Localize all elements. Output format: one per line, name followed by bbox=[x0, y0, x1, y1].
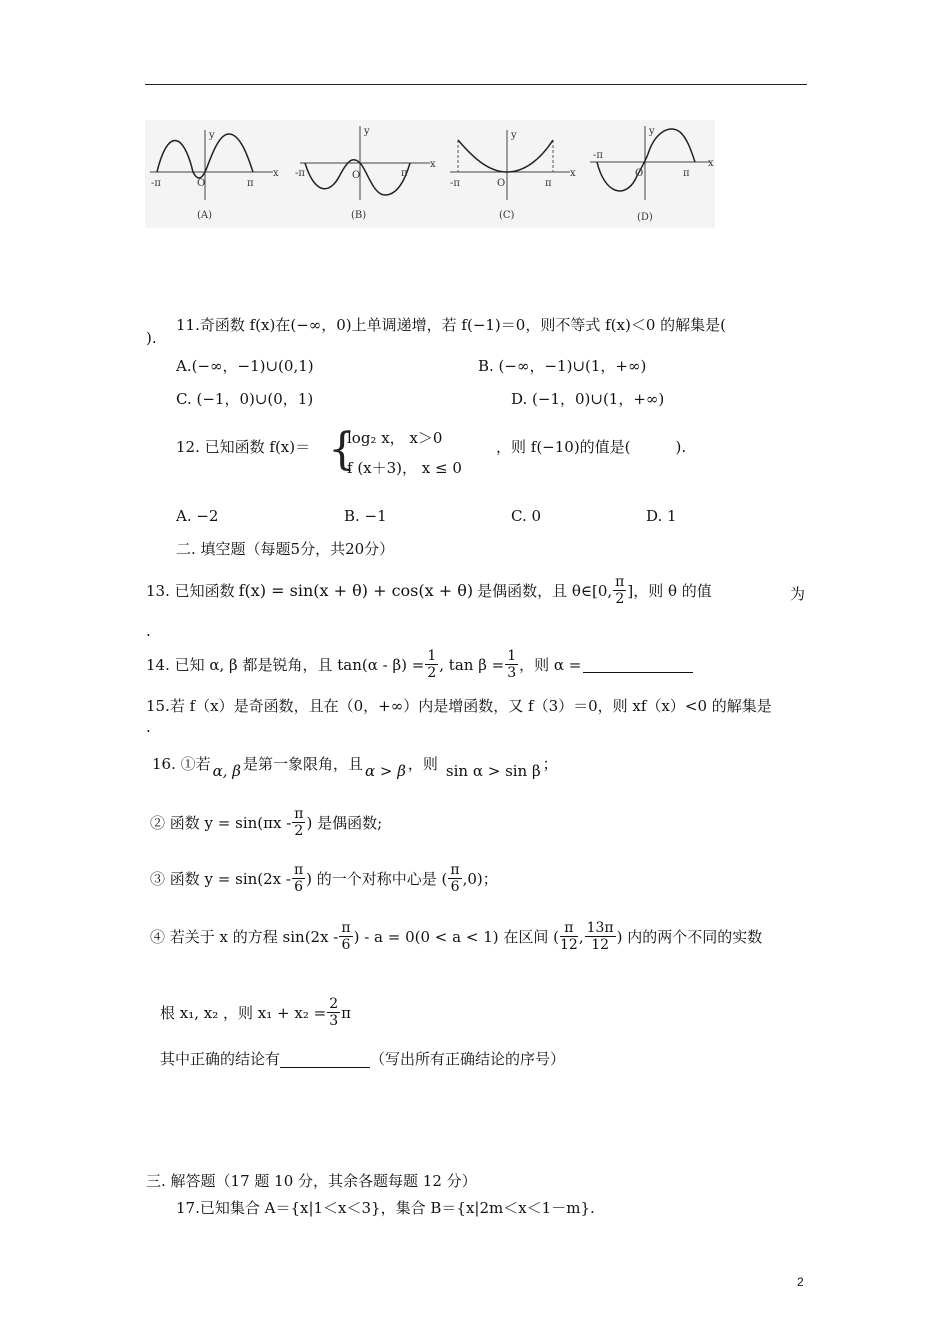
q16-s4-fraction-1: $\frac{\pi}{6}$ bbox=[341, 920, 351, 953]
q14-fraction-1: $\frac{1}{2}$ bbox=[427, 648, 437, 681]
header-rule bbox=[145, 84, 807, 85]
q16-s1-mid: 是第一象限角，且 bbox=[242, 755, 363, 773]
graph-c-neg-pi: -π bbox=[450, 178, 460, 189]
q16-s1-then: ，则 bbox=[407, 755, 438, 773]
q14-end: ，则 α = bbox=[519, 655, 582, 674]
q16-s5-suffix: π bbox=[341, 1003, 351, 1022]
graph-d-x-label: x bbox=[708, 158, 714, 169]
q16-s5-fraction: $\frac{2}{3}$ bbox=[329, 996, 339, 1029]
q16-statement-1 bbox=[152, 748, 558, 780]
q16-s1-inequality: α > β bbox=[364, 762, 406, 780]
q16-s4-fraction-3: $\frac{13\pi}{12}$ bbox=[586, 920, 614, 953]
section-2-heading: 二. 填空题（每题5分，共20分） bbox=[176, 540, 395, 558]
q16-answer-prefix: 其中正确的结论有 bbox=[160, 1050, 281, 1068]
graph-c-origin: O bbox=[497, 178, 506, 189]
graph-a-pi: π bbox=[247, 178, 254, 189]
graph-a-neg-pi: -π bbox=[151, 178, 161, 189]
graph-b-origin: O bbox=[352, 170, 361, 181]
q16-s4-mid: ) - a = 0(0 < a < 1) 在区间 ( bbox=[353, 927, 559, 946]
q16-statement-4: ④ 若关于 x 的方程 sin(2x - $\frac{\pi}{6}$ ) - a = 0(0 < a < 1) 在区间 ( $\frac{\pi}{12}$ , $\frac{13\pi}{12}$ ) 内的两个不同的实数 bbox=[150, 920, 763, 953]
q13-dot: . bbox=[146, 622, 151, 640]
q16-s4-prefix: ④ 若关于 x 的方程 sin(2x - bbox=[150, 927, 339, 946]
q12-option-c: C. 0 bbox=[511, 507, 542, 525]
graph-d-origin: O bbox=[635, 168, 644, 179]
q16-s2-fraction: $\frac{\pi}{2}$ bbox=[294, 806, 304, 839]
q11-option-d: D. (−1，0)∪(1，+∞) bbox=[511, 390, 665, 408]
q16-s5-prefix: 根 x₁, x₂ ，则 x₁ + x₂ = bbox=[160, 1003, 327, 1022]
q16-statement-4-cont bbox=[160, 996, 351, 1029]
graph-b-x-label: x bbox=[430, 159, 436, 170]
q13-mid: 是偶函数，且 θ∈[0, bbox=[477, 581, 613, 600]
q16-answer-line bbox=[160, 1050, 565, 1068]
q12-brace: { bbox=[328, 424, 356, 475]
graph-c-pi: π bbox=[545, 178, 552, 189]
q12-suffix: ，则 f(−10)的值是( ). bbox=[496, 438, 687, 456]
q16-s1-conclusion: sin α > sin β bbox=[445, 762, 541, 780]
q13-fraction: $\frac{\pi}{2}$ bbox=[615, 574, 625, 607]
q12-prefix: 12. 已知函数 f(x)＝ bbox=[176, 438, 311, 456]
q16-s2-suffix: ) 是偶函数; bbox=[306, 813, 383, 832]
q16-s1-prefix: 16. ①若 bbox=[152, 755, 211, 773]
graph-d-y-label: y bbox=[649, 126, 655, 137]
graph-c-caption: (C) bbox=[499, 210, 515, 221]
q16-s3-prefix: ③ 函数 y = sin(2x - bbox=[150, 869, 291, 888]
graph-a-caption: (A) bbox=[197, 210, 213, 221]
q16-statement-3 bbox=[150, 862, 498, 895]
section-3-heading: 三. 解答题（17 题 10 分，其余各题每题 12 分） bbox=[146, 1172, 477, 1190]
graph-b-pi: π bbox=[401, 168, 408, 179]
q16-s1-angles: α, β bbox=[212, 762, 241, 780]
q15-dot: . bbox=[146, 718, 151, 736]
q12-case-1: log₂ x， x＞0 bbox=[347, 429, 443, 447]
q12-option-b: B. −1 bbox=[344, 507, 387, 525]
graph-a-origin: O bbox=[197, 178, 206, 189]
graph-d-caption: (D) bbox=[637, 212, 653, 223]
q15-text: 15.若 f（x）是奇函数，且在（0，+∞）内是增函数，又 f（3）＝0，则 xf（x）<0 的解集是 bbox=[146, 697, 772, 715]
q11-stem: 11.奇函数 f(x)在(−∞，0)上单调递增，若 f(−1)＝0，则不等式 f(x)＜0 的解集是( bbox=[176, 316, 726, 334]
q14-fraction-2: $\frac{1}{3}$ bbox=[507, 648, 517, 681]
q16-answer-blank[interactable] bbox=[280, 1051, 370, 1068]
graph-d-pi: π bbox=[683, 168, 690, 179]
q16-s4-suffix: ) 内的两个不同的实数 bbox=[616, 927, 763, 946]
graph-c-y-label: y bbox=[511, 130, 517, 141]
q13-expression: f(x) = sin(x + θ) + cos(x + θ) bbox=[238, 580, 474, 600]
q12-option-d: D. 1 bbox=[646, 507, 677, 525]
q14-prefix: 14. 已知 α, β 都是锐角，且 tan(α - β) = bbox=[146, 655, 425, 674]
graph-c-x-label: x bbox=[570, 168, 576, 179]
graph-a-x-label: x bbox=[273, 168, 279, 179]
graph-d-neg-pi: -π bbox=[593, 150, 603, 161]
q16-s3-suffix: ,0)； bbox=[462, 869, 498, 888]
q13-prefix: 13. 已知函数 bbox=[146, 581, 235, 600]
q16-s1-end: ； bbox=[542, 755, 558, 773]
q16-statement-2 bbox=[150, 806, 382, 839]
q16-answer-suffix: （写出所有正确结论的序号） bbox=[370, 1050, 566, 1068]
q13-wei: 为 bbox=[790, 585, 806, 603]
q13-line bbox=[146, 574, 712, 607]
page-number: 2 bbox=[797, 1275, 804, 1289]
q16-s4-fraction-2: $\frac{\pi}{12}$ bbox=[559, 920, 578, 953]
q11-option-c: C. (−1，0)∪(0，1) bbox=[176, 390, 314, 408]
q13-end: ]，则 θ 的值 bbox=[627, 581, 712, 600]
q12-option-a: A. −2 bbox=[176, 507, 219, 525]
graph-b-neg-pi: -π bbox=[295, 168, 305, 179]
q16-s3-mid: ) 的一个对称中心是 ( bbox=[306, 869, 448, 888]
q12-case-2: f (x＋3)， x ≤ 0 bbox=[347, 459, 462, 477]
q14-answer-blank[interactable] bbox=[583, 656, 693, 673]
q16-s3-fraction-1: $\frac{\pi}{6}$ bbox=[293, 862, 304, 895]
graph-b-caption: (B) bbox=[351, 210, 367, 221]
function-graphs-figure bbox=[145, 120, 715, 228]
q11-option-a: A.(−∞，−1)∪(0,1) bbox=[176, 357, 314, 375]
q17-text: 17.已知集合 A＝{x|1＜x＜3}，集合 B＝{x|2m＜x＜1－m}. bbox=[176, 1199, 595, 1217]
q11-stem-end: ). bbox=[146, 329, 157, 347]
q14-mid: , tan β = bbox=[439, 655, 505, 674]
graph-b-y-label: y bbox=[364, 126, 370, 137]
graph-a-y-label: y bbox=[209, 130, 215, 141]
q11-option-b: B. (−∞，−1)∪(1，+∞) bbox=[478, 357, 647, 375]
q14-line bbox=[146, 648, 693, 681]
q16-s2-prefix: ② 函数 y = sin(πx - bbox=[150, 813, 292, 832]
q16-s3-fraction-2: $\frac{\pi}{6}$ bbox=[450, 862, 460, 895]
